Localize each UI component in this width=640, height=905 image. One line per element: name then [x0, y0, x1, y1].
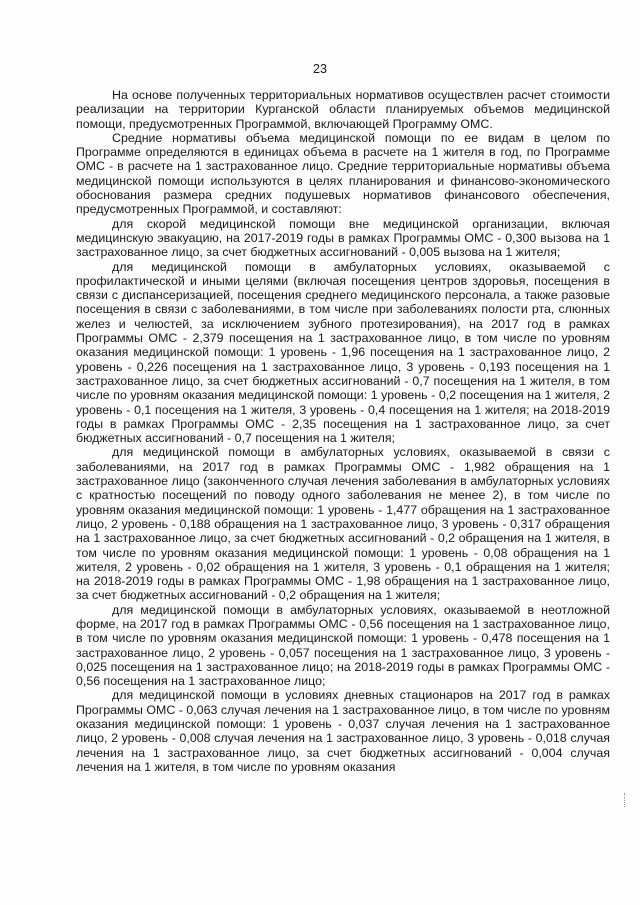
document-body	[76, 88, 610, 774]
paragraph-outpatient-disease: для медицинской помощи в амбулаторных условиях, оказываемой в связи с заболеваниями, на 2017 год в рамках Программы ОМС - 1,982 обращения на 1 застрахованное лицо (законченного случая лечения заболевания в амбулаторных условиях с кратностью посещений по поводу одного заболевания не менее 2), в том числе по уровням оказания медицинской помощи: 1 уровень - 1,477 обращения на 1 застрахованное лицо, 2 уровень - 0,188 обращения на 1 застрахованное лицо, 3 уровень - 0,317 обращения на 1 застрахованное лицо, за счет бюджетных ассигнований - 0,2 обращения на 1 жителя, в том числе по уровням оказания медицинской помощи: 1 уровень - 0,08 обращения на 1 жителя, 2 уровень - 0,02 обращения на 1 жителя, 3 уровень - 0,1 обращения на 1 жителя; на 2018-2019 годы в рамках Программы ОМС - 1,98 обращения на 1 застрахованное лицо, за счет бюджетных ассигнований - 0,2 обращения на 1 жителя;	[76, 445, 610, 603]
paragraph-outpatient-urgent: для медицинской помощи в амбулаторных условиях, оказываемой в неотложной форме, на 2017 год в рамках Программы ОМС - 0,56 посещения на 1 застрахованное лицо, в том числе по уровням оказания медицинской помощи: 1 уровень - 0,478 посещения на 1 застрахованное лицо, 2 уровень - 0,057 посещения на 1 застрахованное лицо, 3 уровень - 0,025 посещения на 1 застрахованное лицо; на 2018-2019 годы в рамках Программы ОМС - 0,56 посещения на 1 застрахованное лицо;	[76, 602, 610, 689]
paragraph-intro: На основе полученных территориальных нормативов осуществлен расчет стоимости реализации на территории Курганской области планируемых объемов медицинской помощи, предусмотренных Программой, включающей Программу ОМС.	[76, 88, 610, 131]
paragraph-day-hospital: для медицинской помощи в условиях дневных стационаров на 2017 год в рамках Программы ОМС - 0,063 случая лечения на 1 застрахованное лицо, в том числе по уровням оказания медицинской помощи: 1 уровень - 0,037 случая лечения на 1 застрахованное лицо, 2 уровень - 0,008 случая лечения на 1 застрахованное лицо, 3 уровень - 0,018 случая лечения на 1 застрахованное лицо, за счет бюджетных ассигнований - 0,004 случая лечения на 1 жителя, в том числе по уровням оказания	[76, 688, 610, 774]
paragraph-norms-overview: Средние нормативы объема медицинской помощи по ее видам в целом по Программе определяются в единицах объема в расчете на 1 жителя в год, по Программе ОМС - в расчете на 1 застрахованное лицо. Средние территориальные нормативы объема медицинской помощи используются в целях планирования и финансово-экономического обоснования размера средних подушевых нормативов финансового обеспечения, предусмотренных Программой, и составляют:	[76, 130, 610, 217]
paragraph-emergency-care: для скорой медицинской помощи вне медицинской организации, включая медицинскую эвакуацию, на 2017-2019 годы в рамках Программы ОМС - 0,300 вызова на 1 застрахованное лицо, за счет бюджетных ассигнований - 0,005 вызова на 1 жителя;	[76, 216, 610, 260]
paragraph-outpatient-preventive: для медицинской помощи в амбулаторных условиях, оказываемой с профилактической и иными целями (включая посещения центров здоровья, посещения в связи с диспансеризацией, посещения среднего медицинского персонала, а также разовые посещения в связи с заболеваниями, в том числе при заболеваниях полости рта, слюнных желез и челюстей, за исключением зубного протезирования), на 2017 год в рамках Программы ОМС - 2,379 посещения на 1 застрахованное лицо, в том числе по уровням оказания медицинской помощи: 1 уровень - 1,96 посещения на 1 застрахованное лицо, 2 уровень - 0,226 посещения на 1 застрахованное лицо, 3 уровень - 0,193 посещения на 1 застрахованное лицо, за счет бюджетных ассигнований - 0,7 посещения на 1 жителя, в том числе по уровням оказания медицинской помощи: 1 уровень - 0,2 посещения на 1 жителя, 2 уровень - 0,1 посещения на 1 жителя, 3 уровень - 0,4 посещения на 1 жителя; на 2018-2019 годы в рамках Программы ОМС - 2,35 посещения на 1 застрахованное лицо, за счет бюджетных ассигнований - 0,7 посещения на 1 жителя;	[76, 259, 610, 446]
page-number: 23	[313, 62, 327, 76]
scan-margin-mark	[624, 793, 628, 807]
